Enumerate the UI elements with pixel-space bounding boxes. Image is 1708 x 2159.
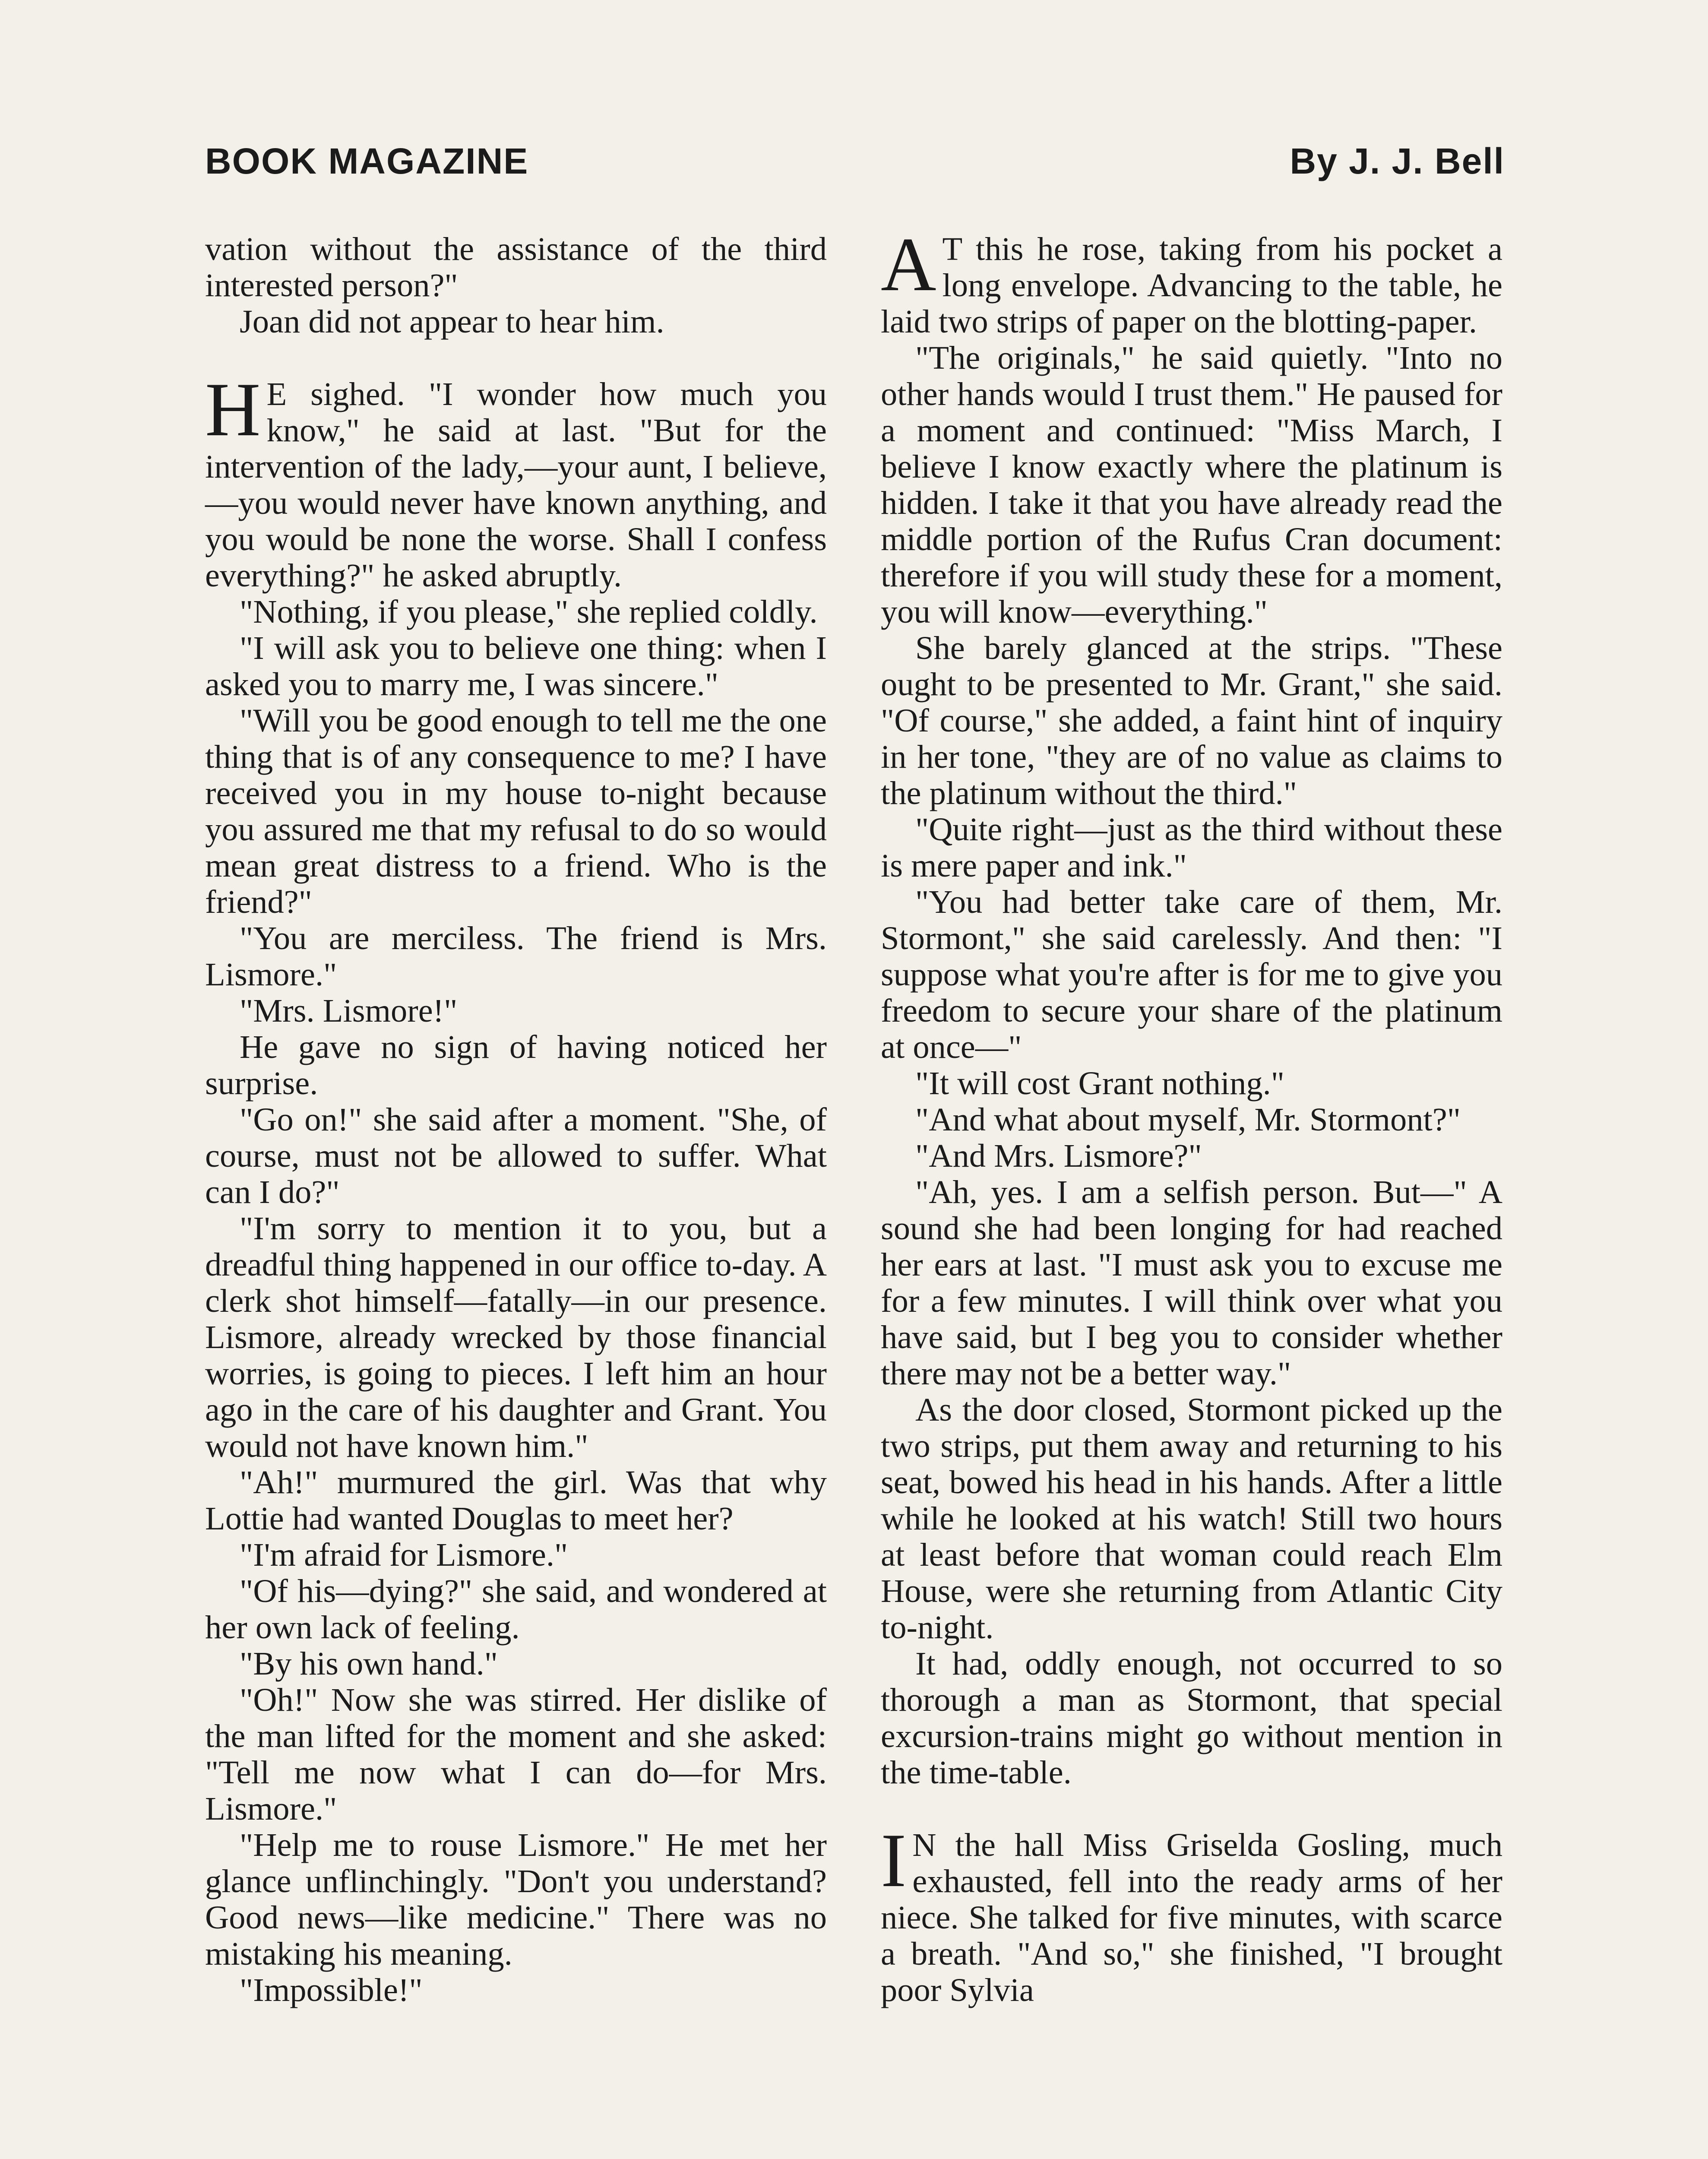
paragraph: "The originals," he said quietly. "Into no other hands would I trust them." He paused for a moment and continued: "Miss March, I believe I know exactly where the platinum is hidden. I take it that you have already read the middle portion of the Rufus Cran document: therefore if you will study these for a moment, you will know—everything." [881, 339, 1502, 630]
section-opening-paragraph [205, 367, 827, 594]
paragraph: "Mrs. Lismore!" [240, 992, 458, 1029]
paragraph: "Nothing, if you please," she replied coldly. [240, 593, 818, 630]
paragraph: "Of his—dying?" she said, and wondered at her own lack of feeling. [205, 1573, 827, 1646]
paragraph: "I'm sorry to mention it to you, but a dreadful thing happened in our office to-day. A clerk shot himself—fatally—in our presence. Lismore, already wrecked by those financial worries, is going to pieces. I left him an hour ago in the care of his daughter and Grant. You would not have known him." [205, 1210, 827, 1464]
paragraph: "Impossible!" [240, 1972, 423, 2008]
left-column [205, 231, 827, 2008]
paragraph: "Help me to rouse Lismore." He met her glance unflinchingly. "Don't you understand? Good news—like medicine." There was no mistaking his meaning. [205, 1827, 827, 1972]
paragraph-text: E sighed. "I wonder how much you know," he said at last. "But for the intervention of the lady,—your aunt, I believe,—you would never have known anything, and you would be none the worse. Shall I confess everything?" he asked abruptly. [205, 376, 827, 594]
paragraph: vation without the assistance of the third interested person?" [205, 231, 827, 304]
paragraph: "I'm afraid for Lismore." [240, 1536, 568, 1573]
drop-cap: H [205, 367, 261, 452]
paragraph: "Go on!" she said after a moment. "She, of course, must not be allowed to suffer. What can I do?" [205, 1101, 827, 1210]
paragraph: He gave no sign of having noticed her surprise. [205, 1029, 827, 1102]
paragraph: "Quite right—just as the third without these is mere paper and ink." [881, 811, 1502, 884]
author-byline: By J. J. Bell [1290, 141, 1505, 181]
paragraph-text: N the hall Miss Griselda Gosling, much exhausted, fell into the ready arms of her niece. She talked for five minutes, with scarce a breath. "And so," she finished, "I brought poor Sylvia [881, 1827, 1502, 2008]
paragraph: "You had better take care of them, Mr. Stormont," she said carelessly. And then: "I suppose what you're after is for me to give you freedom to secure your share of the platinum at once—" [881, 883, 1502, 1065]
paragraph: "And Mrs. Lismore?" [915, 1137, 1202, 1174]
paragraph: She barely glanced at the strips. "These ought to be presented to Mr. Grant," she said. "Of course," she added, a faint hint of inquiry in her tone, "they are of no value as claims to the platinum without the third." [881, 630, 1502, 811]
paragraph: Joan did not appear to hear him. [240, 303, 664, 340]
paragraph: It had, oddly enough, not occurred to so thorough a man as Stormont, that special excursion-trains might go without mention in the time-table. [881, 1645, 1502, 1791]
paragraph: "Oh!" Now she was stirred. Her dislike of the man lifted for the moment and she asked: "Tell me now what I can do—for Mrs. Lismore." [205, 1681, 827, 1827]
paragraph: "And what about myself, Mr. Stormont?" [915, 1101, 1461, 1138]
drop-cap: A [881, 222, 936, 307]
paragraph: "Ah, yes. I am a selfish person. But—" A sound she had been longing for had reached her ears at last. "I must ask you to excuse me for a few minutes. I will think over what you have said, but I beg you to consider whether there may not be a better way." [881, 1174, 1502, 1392]
section-opening-paragraph [881, 222, 1502, 340]
paragraph: "You are merciless. The friend is Mrs. Lismore." [205, 920, 827, 993]
paragraph-text: T this he rose, taking from his pocket a long envelope. Advancing to the table, he laid two strips of paper on the blotting-paper. [881, 231, 1502, 340]
paragraph: "By his own hand." [240, 1645, 498, 1682]
paragraph: "Will you be good enough to tell me the one thing that is of any consequence to me? I have received you in my house to-night because you assured me that my refusal to do so would mean great distress to a friend. Who is the friend?" [205, 702, 827, 920]
paragraph: "Ah!" murmured the girl. Was that why Lottie had wanted Douglas to meet her? [205, 1464, 827, 1537]
paragraph: As the door closed, Stormont picked up the two strips, put them away and returning to his seat, bowed his head in his hands. After a little while he looked at his watch! Still two hours at least before that woman could reach Elm House, were she returning from Atlantic City to-night. [881, 1391, 1502, 1646]
running-header [205, 140, 1505, 188]
drop-cap: I [881, 1817, 907, 1903]
section-opening-paragraph [881, 1817, 1502, 2008]
paragraph: "I will ask you to believe one thing: when I asked you to marry me, I was sincere." [205, 630, 827, 703]
right-column [881, 222, 1502, 2008]
publication-title: BOOK MAGAZINE [205, 141, 529, 181]
paragraph: "It will cost Grant nothing." [915, 1065, 1284, 1102]
